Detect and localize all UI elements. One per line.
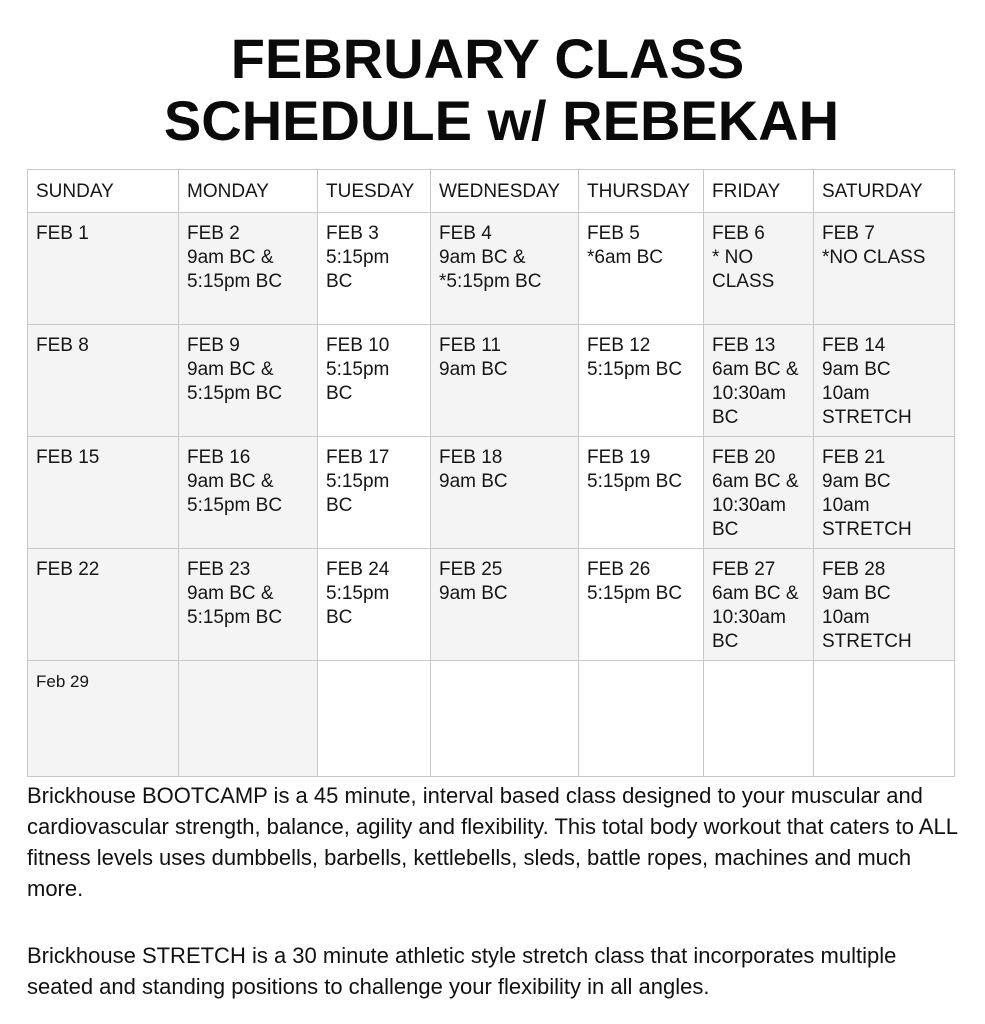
- day-date: FEB 3: [326, 223, 379, 244]
- bootcamp-description: Brickhouse BOOTCAMP is a 45 minute, interval based class designed to your muscular and cardiovascular strength, balance, agility and flexibility. This total body workout that caters to ALL fitness levels uses dumbbells, barbells, kettlebells, sleds, battle ropes, machines and much more.: [27, 783, 958, 901]
- class-time: 9am BC: [822, 583, 891, 604]
- day-cell: [579, 661, 704, 777]
- class-time: *5:15pm BC: [439, 271, 542, 292]
- day-cell: [318, 325, 431, 437]
- day-cell: [28, 437, 179, 549]
- day-cell: [28, 213, 179, 325]
- day-date: FEB 5: [587, 223, 640, 244]
- class-time: *6am BC: [587, 247, 664, 268]
- stretch-description: Brickhouse STRETCH is a 30 minute athletic style stretch class that incorporates multiple seated and standing positions to challenge your flexibility in all angles.: [27, 943, 897, 999]
- day-date: FEB 2: [187, 223, 240, 244]
- day-date: FEB 18: [439, 447, 503, 468]
- day-date: FEB 13: [712, 335, 776, 356]
- day-date: FEB 6: [712, 223, 765, 244]
- title-line-1: FEBRUARY CLASS: [230, 27, 745, 90]
- day-date: FEB 27: [712, 559, 776, 580]
- day-date: FEB 19: [587, 447, 651, 468]
- day-date: FEB 16: [187, 447, 251, 468]
- class-time: BC: [326, 383, 353, 404]
- day-date: FEB 23: [187, 559, 251, 580]
- header-thursday: THURSDAY: [579, 170, 704, 213]
- class-time: 9am BC &: [187, 471, 274, 492]
- day-date: FEB 12: [587, 335, 651, 356]
- day-date: FEB 4: [439, 223, 492, 244]
- class-time: 5:15pm BC: [187, 495, 283, 516]
- class-time: 10:30am: [712, 495, 786, 516]
- day-cell: [579, 437, 704, 549]
- day-cell: [579, 213, 704, 325]
- class-time: *NO CLASS: [822, 247, 926, 268]
- schedule-table: [27, 169, 955, 777]
- day-cell: [179, 437, 318, 549]
- day-cell: [318, 437, 431, 549]
- day-cell: [179, 549, 318, 661]
- class-time: 5:15pm BC: [187, 607, 283, 628]
- header-wednesday: WEDNESDAY: [431, 170, 579, 213]
- class-time: 6am BC &: [712, 583, 799, 604]
- day-cell: [814, 549, 955, 661]
- day-cell: [318, 549, 431, 661]
- day-cell: [179, 325, 318, 437]
- day-cell: [579, 549, 704, 661]
- class-time: 9am BC: [439, 471, 508, 492]
- day-date: FEB 9: [187, 335, 240, 356]
- day-cell: [318, 213, 431, 325]
- class-time: 5:15pm BC: [587, 471, 683, 492]
- week-row: [28, 549, 955, 661]
- day-cell: [318, 661, 431, 777]
- title-line-2: SCHEDULE w/ REBEKAH: [163, 89, 840, 152]
- class-time: 5:15pm: [326, 471, 390, 492]
- day-date: FEB 25: [439, 559, 503, 580]
- class-time: BC: [326, 495, 353, 516]
- class-time: 5:15pm: [326, 247, 390, 268]
- class-time: 10:30am: [712, 607, 786, 628]
- day-cell: [431, 213, 579, 325]
- class-time: 9am BC &: [439, 247, 526, 268]
- class-time: * NO: [712, 247, 754, 268]
- class-time: BC: [712, 407, 739, 428]
- day-date: FEB 21: [822, 447, 886, 468]
- day-date: FEB 15: [36, 447, 100, 468]
- day-cell: [704, 325, 814, 437]
- day-date: FEB 11: [439, 335, 501, 356]
- day-cell: [431, 437, 579, 549]
- class-time: 5:15pm: [326, 359, 390, 380]
- header-sunday: SUNDAY: [28, 170, 179, 213]
- day-cell: [814, 213, 955, 325]
- class-time: BC: [326, 607, 353, 628]
- day-date: FEB 26: [587, 559, 651, 580]
- day-cell: [28, 325, 179, 437]
- class-time: 9am BC: [822, 359, 891, 380]
- class-time: 9am BC: [439, 583, 508, 604]
- day-cell: [704, 661, 814, 777]
- header-saturday: SATURDAY: [814, 170, 955, 213]
- class-time: CLASS: [712, 271, 775, 292]
- day-cell: [704, 437, 814, 549]
- header-friday: FRIDAY: [704, 170, 814, 213]
- class-time: 9am BC &: [187, 359, 274, 380]
- class-time: 6am BC &: [712, 471, 799, 492]
- day-date: FEB 24: [326, 559, 390, 580]
- day-cell: [431, 325, 579, 437]
- day-cell: [814, 325, 955, 437]
- class-time: STRETCH: [822, 407, 912, 428]
- day-cell: [431, 661, 579, 777]
- day-cell: [704, 549, 814, 661]
- header-tuesday: TUESDAY: [318, 170, 431, 213]
- class-time: 10am: [822, 495, 870, 516]
- day-cell: [814, 661, 955, 777]
- class-time: STRETCH: [822, 631, 912, 652]
- day-cell: [179, 661, 318, 777]
- day-cell: [579, 325, 704, 437]
- class-time: 6am BC &: [712, 359, 799, 380]
- header-row: [28, 170, 955, 213]
- day-date: FEB 20: [712, 447, 776, 468]
- class-time: 10am: [822, 607, 870, 628]
- day-date: FEB 28: [822, 559, 886, 580]
- day-cell: [179, 213, 318, 325]
- day-date: FEB 1: [36, 223, 89, 244]
- day-cell: [431, 549, 579, 661]
- header-monday: MONDAY: [179, 170, 318, 213]
- class-time: BC: [326, 271, 353, 292]
- day-date: FEB 7: [822, 223, 875, 244]
- class-time: 5:15pm BC: [587, 583, 683, 604]
- class-time: 5:15pm BC: [187, 383, 283, 404]
- day-cell: [28, 549, 179, 661]
- day-date: FEB 17: [326, 447, 390, 468]
- day-date: FEB 14: [822, 335, 886, 356]
- page-title: [0, 28, 985, 152]
- day-date: FEB 8: [36, 335, 89, 356]
- class-time: 9am BC &: [187, 583, 274, 604]
- week-row: [28, 213, 955, 325]
- day-date: Feb 29: [36, 672, 89, 691]
- day-cell: [704, 213, 814, 325]
- week-row: [28, 325, 955, 437]
- day-cell: [28, 661, 179, 777]
- class-time: 5:15pm: [326, 583, 390, 604]
- day-date: FEB 22: [36, 559, 100, 580]
- class-time: STRETCH: [822, 519, 912, 540]
- class-time: 5:15pm BC: [587, 359, 683, 380]
- class-time: 10am: [822, 383, 870, 404]
- class-time: BC: [712, 631, 739, 652]
- class-time: 10:30am: [712, 383, 786, 404]
- day-date: FEB 10: [326, 335, 390, 356]
- week-row: [28, 437, 955, 549]
- class-time: 5:15pm BC: [187, 271, 283, 292]
- schedule-body: [28, 213, 955, 777]
- class-time: 9am BC: [822, 471, 891, 492]
- class-time: 9am BC &: [187, 247, 274, 268]
- day-cell: [814, 437, 955, 549]
- class-time: BC: [712, 519, 739, 540]
- week-row: [28, 661, 955, 777]
- class-time: 9am BC: [439, 359, 508, 380]
